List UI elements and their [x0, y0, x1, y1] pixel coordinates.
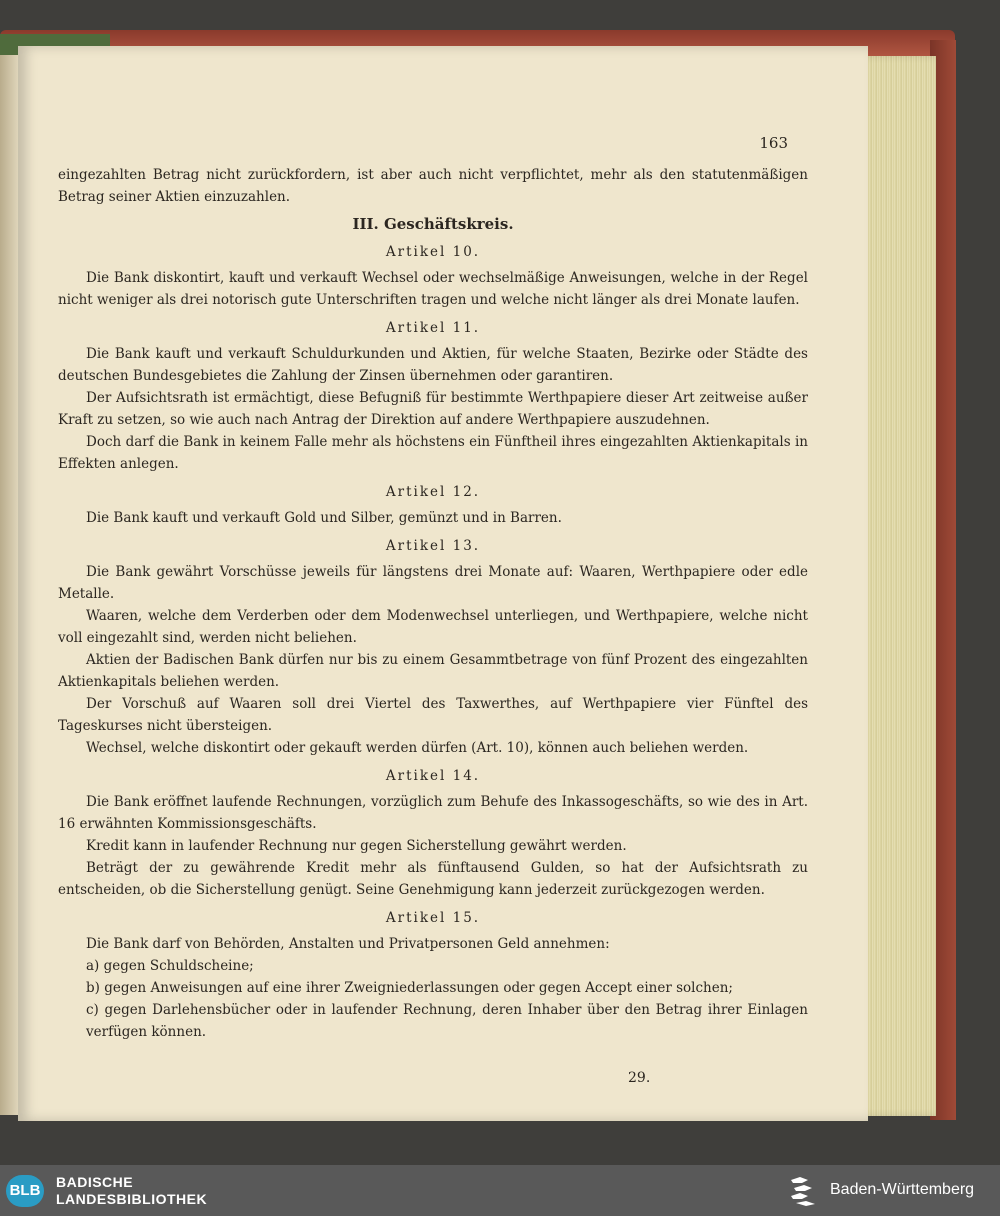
page-text	[58, 164, 808, 1043]
baden-wuerttemberg-lions-icon	[788, 1174, 822, 1208]
paragraph: Der Vorschuß auf Waaren soll drei Viertel des Taxwerthes, auf Werthpapiere vier Fünftel des Tageskurses nicht übersteigen.	[58, 696, 808, 734]
paragraph: Die Bank darf von Behörden, Anstalten und Privatpersonen Geld annehmen:	[86, 936, 610, 952]
paragraph: Beträgt der zu gewährende Kredit mehr als fünftausend Gulden, so hat der Aufsichtsrath zu entscheiden, ob die Sicherstellung genügt. Seine Genehmigung kann jederzeit zurückgezogen werden.	[58, 860, 808, 898]
article-heading: Artikel 10.	[385, 244, 481, 260]
paragraph: Die Bank eröffnet laufende Rechnungen, vorzüglich zum Behufe des Inkassogeschäfts, so wie des in Art. 16 erwähnten Kommissionsgeschäfts.	[58, 794, 808, 832]
article-heading: Artikel 14.	[385, 768, 481, 784]
article-heading: Artikel 15.	[385, 910, 481, 926]
paragraph: Der Aufsichtsrath ist ermächtigt, diese Befugniß für bestimmte Werthpapiere dieser Art zeitweise außer Kraft zu setzen, so wie auch nach Antrag der Direktion auf andere Werthpapiere auszudehnen.	[58, 390, 808, 428]
book-page	[18, 46, 868, 1121]
paragraph: Doch darf die Bank in keinem Falle mehr als höchstens ein Fünftheil ihres eingezahlten Aktienkapitals in Effekten anlegen.	[58, 434, 808, 472]
list-item: b) gegen Anweisungen auf eine ihrer Zweigniederlassungen oder gegen Accept einer solchen;	[86, 980, 733, 996]
blb-logo[interactable]: BLB	[6, 1175, 44, 1207]
library-name-line1: BADISCHE	[56, 1174, 134, 1190]
article-heading: Artikel 12.	[385, 484, 481, 500]
state-name[interactable]: Baden-Württemberg	[830, 1181, 975, 1198]
article-heading: Artikel 13.	[385, 538, 481, 554]
page-number: 163	[759, 134, 788, 152]
paragraph: Die Bank kauft und verkauft Schuldurkunden und Aktien, für welche Staaten, Bezirke oder Städte des deutschen Bundesgebietes die Zahlung der Zinsen übernehmen oder garantiren.	[58, 346, 808, 384]
footer-bar	[0, 1165, 1000, 1216]
list-item: a) gegen Schuldscheine;	[86, 958, 254, 974]
article-heading: Artikel 11.	[385, 320, 481, 336]
library-name[interactable]	[56, 1174, 207, 1208]
library-name-line2: LANDESBIBLIOTHEK	[56, 1191, 208, 1207]
paragraph: Die Bank kauft und verkauft Gold und Silber, gemünzt und in Barren.	[86, 510, 562, 526]
paragraph: Kredit kann in laufender Rechnung nur gegen Sicherstellung gewährt werden.	[86, 838, 627, 854]
section-heading: III. Geschäftskreis.	[352, 215, 514, 233]
paragraph: Aktien der Badischen Bank dürfen nur bis zu einem Gesammtbetrage von fünf Prozent des eingezahlten Aktienkapitals beliehen werden.	[58, 652, 808, 690]
list-item: c) gegen Darlehensbücher oder in laufender Rechnung, deren Inhaber über den Betrag ihrer Einlagen verfügen können.	[86, 1002, 808, 1040]
paragraph: Die Bank diskontirt, kauft und verkauft Wechsel oder wechselmäßige Anweisungen, welche in der Regel nicht weniger als drei notorisch gute Unterschriften tragen und welche nicht länger als drei Monate laufen.	[58, 270, 808, 308]
signature-mark: 29.	[628, 1070, 651, 1086]
paragraph: Waaren, welche dem Verderben oder dem Modenwechsel unterliegen, und Werthpapiere, welche nicht voll eingezahlt sind, werden nicht beliehen.	[58, 608, 808, 646]
paragraph: Die Bank gewährt Vorschüsse jeweils für längstens drei Monate auf: Waaren, Werthpapiere oder edle Metalle.	[58, 564, 808, 602]
paragraph: Wechsel, welche diskontirt oder gekauft werden dürfen (Art. 10), können auch beliehen werden.	[86, 740, 749, 756]
page-edges	[858, 56, 936, 1116]
paragraph: eingezahlten Betrag nicht zurückfordern, ist aber auch nicht verpflichtet, mehr als den statutenmäßigen Betrag seiner Aktien einzuzahlen.	[58, 167, 808, 205]
